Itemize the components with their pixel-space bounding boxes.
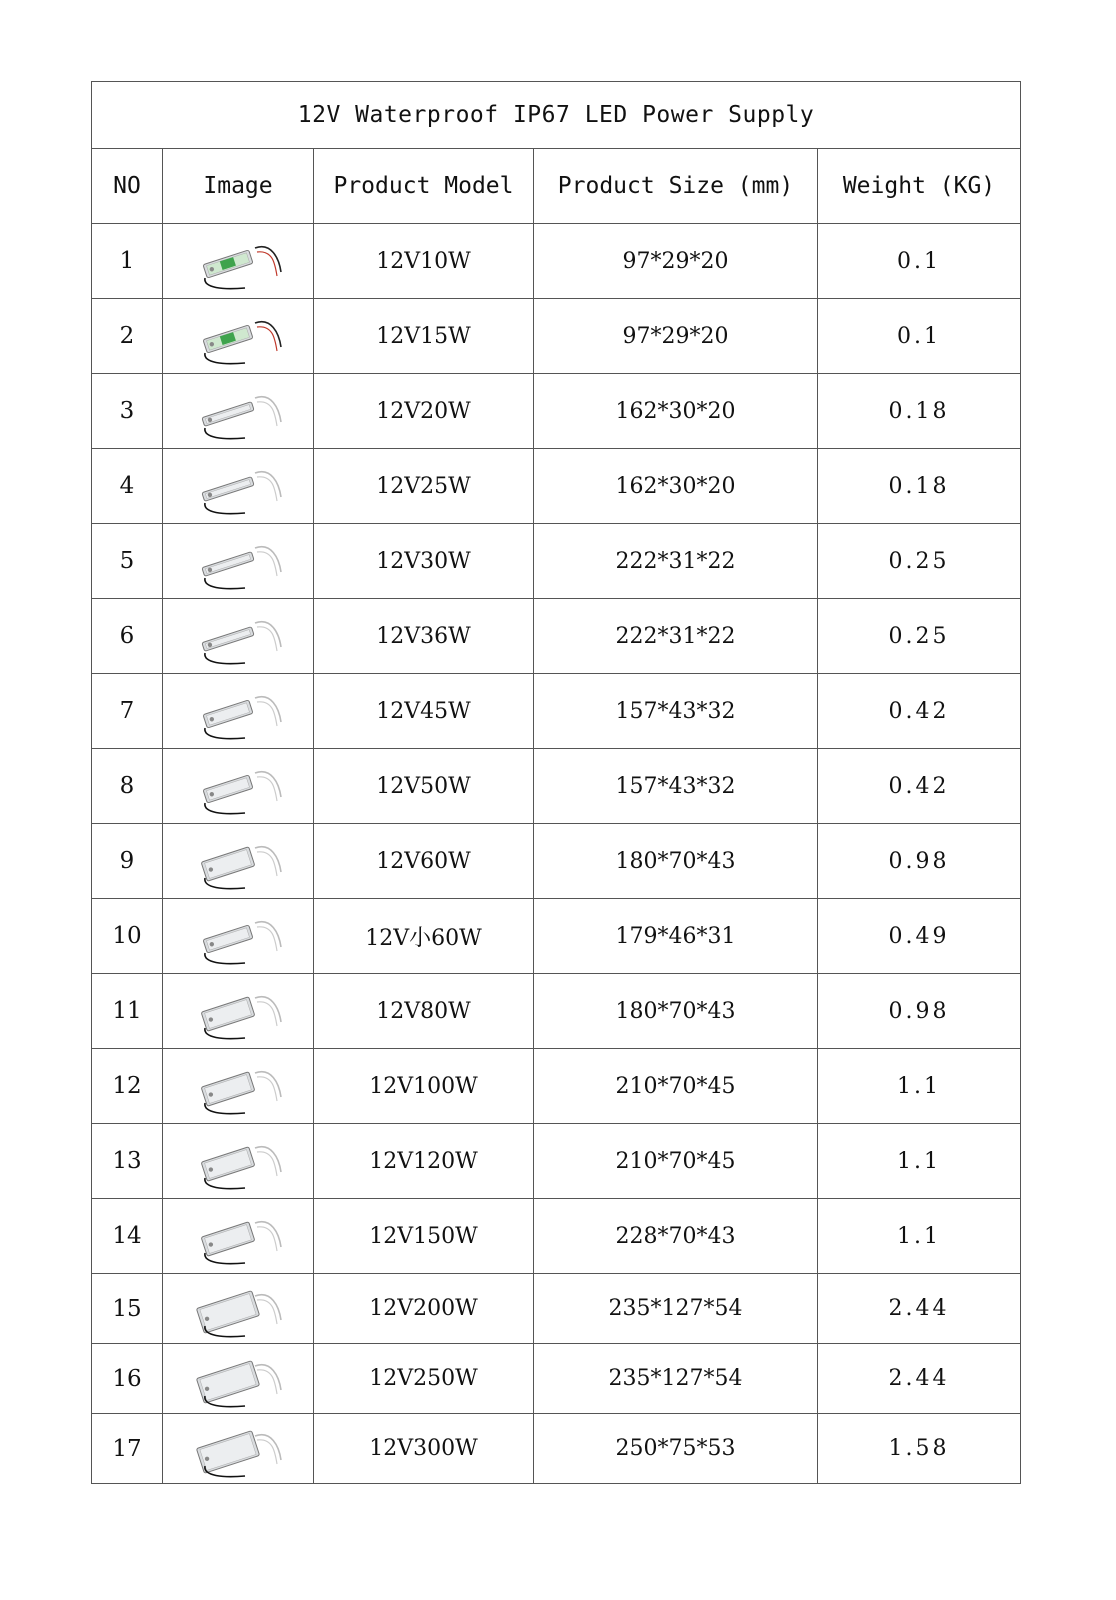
product-image [163, 299, 314, 374]
product-size: 157*43*32 [534, 674, 818, 749]
table-title: 12V Waterproof IP67 LED Power Supply [92, 82, 1021, 149]
product-weight: 0.1 [818, 224, 1021, 299]
product-image [163, 1344, 314, 1414]
product-model: 12V80W [314, 974, 534, 1049]
row-number: 15 [92, 1274, 163, 1344]
power-supply-slim-icon [163, 603, 313, 669]
table-row [92, 1199, 1021, 1274]
table-row [92, 1124, 1021, 1199]
product-image [163, 824, 314, 899]
product-weight: 1.1 [818, 1049, 1021, 1124]
product-size: 250*75*53 [534, 1414, 818, 1484]
row-number: 3 [92, 374, 163, 449]
header-weight: Weight (KG) [818, 149, 1021, 224]
product-size: 97*29*20 [534, 299, 818, 374]
row-number: 11 [92, 974, 163, 1049]
row-number: 6 [92, 599, 163, 674]
product-size: 180*70*43 [534, 974, 818, 1049]
product-image [163, 674, 314, 749]
product-weight: 0.18 [818, 449, 1021, 524]
product-weight: 1.1 [818, 1199, 1021, 1274]
power-supply-small-green-icon [163, 228, 313, 294]
product-weight: 1.1 [818, 1124, 1021, 1199]
power-supply-medium-icon [163, 753, 313, 819]
product-weight: 0.42 [818, 674, 1021, 749]
product-model: 12V150W [314, 1199, 534, 1274]
power-supply-wide-icon [163, 1128, 313, 1194]
header-no: NO [92, 149, 163, 224]
product-image [163, 899, 314, 974]
table-row [92, 224, 1021, 299]
power-supply-slim-icon [163, 453, 313, 519]
product-weight: 0.49 [818, 899, 1021, 974]
product-model: 12V45W [314, 674, 534, 749]
product-model: 12V10W [314, 224, 534, 299]
power-supply-medium-icon [163, 678, 313, 744]
table-row [92, 524, 1021, 599]
product-size: 180*70*43 [534, 824, 818, 899]
power-supply-small-green-icon [163, 303, 313, 369]
product-image [163, 224, 314, 299]
row-number: 1 [92, 224, 163, 299]
table-row [92, 974, 1021, 1049]
table-row [92, 599, 1021, 674]
product-weight: 0.25 [818, 599, 1021, 674]
product-weight: 2.44 [818, 1344, 1021, 1414]
product-model: 12V300W [314, 1414, 534, 1484]
product-weight: 0.42 [818, 749, 1021, 824]
product-weight: 2.44 [818, 1274, 1021, 1344]
product-size: 162*30*20 [534, 374, 818, 449]
row-number: 14 [92, 1199, 163, 1274]
product-model: 12V36W [314, 599, 534, 674]
product-weight: 0.98 [818, 824, 1021, 899]
product-image [163, 524, 314, 599]
product-model: 12V50W [314, 749, 534, 824]
product-weight: 0.18 [818, 374, 1021, 449]
power-supply-medium-icon [163, 903, 313, 969]
table-row [92, 674, 1021, 749]
product-size: 179*46*31 [534, 899, 818, 974]
product-image [163, 974, 314, 1049]
row-number: 4 [92, 449, 163, 524]
row-number: 12 [92, 1049, 163, 1124]
row-number: 9 [92, 824, 163, 899]
header-image: Image [163, 149, 314, 224]
product-model: 12V30W [314, 524, 534, 599]
product-image [163, 1274, 314, 1344]
product-size: 235*127*54 [534, 1274, 818, 1344]
power-supply-slim-icon [163, 528, 313, 594]
product-size: 210*70*45 [534, 1049, 818, 1124]
power-supply-wide-icon [163, 978, 313, 1044]
row-number: 5 [92, 524, 163, 599]
product-weight: 0.25 [818, 524, 1021, 599]
power-supply-large-icon [163, 1416, 313, 1482]
product-image [163, 1049, 314, 1124]
row-number: 7 [92, 674, 163, 749]
row-number: 10 [92, 899, 163, 974]
product-image [163, 374, 314, 449]
product-model: 12V15W [314, 299, 534, 374]
power-supply-large-icon [163, 1276, 313, 1342]
power-supply-wide-icon [163, 828, 313, 894]
table-row [92, 1344, 1021, 1414]
product-model: 12V200W [314, 1274, 534, 1344]
power-supply-large-icon [163, 1346, 313, 1412]
product-model: 12V60W [314, 824, 534, 899]
product-size: 157*43*32 [534, 749, 818, 824]
power-supply-slim-icon [163, 378, 313, 444]
product-model: 12V120W [314, 1124, 534, 1199]
product-weight: 0.98 [818, 974, 1021, 1049]
product-size: 222*31*22 [534, 599, 818, 674]
product-image [163, 749, 314, 824]
table-body [92, 224, 1021, 1484]
product-weight: 1.58 [818, 1414, 1021, 1484]
product-size: 235*127*54 [534, 1344, 818, 1414]
table-row [92, 299, 1021, 374]
table-row [92, 824, 1021, 899]
product-size: 222*31*22 [534, 524, 818, 599]
product-image [163, 449, 314, 524]
product-size: 228*70*43 [534, 1199, 818, 1274]
row-number: 2 [92, 299, 163, 374]
product-image [163, 599, 314, 674]
table-row [92, 1414, 1021, 1484]
table-row [92, 449, 1021, 524]
table-row [92, 1049, 1021, 1124]
product-model: 12V250W [314, 1344, 534, 1414]
row-number: 8 [92, 749, 163, 824]
product-size: 97*29*20 [534, 224, 818, 299]
product-image [163, 1199, 314, 1274]
product-image [163, 1414, 314, 1484]
header-size: Product Size (mm) [534, 149, 818, 224]
product-size: 162*30*20 [534, 449, 818, 524]
row-number: 17 [92, 1414, 163, 1484]
table-row [92, 1274, 1021, 1344]
product-model: 12V25W [314, 449, 534, 524]
product-model: 12V小60W [314, 899, 534, 974]
table-row [92, 374, 1021, 449]
power-supply-wide-icon [163, 1053, 313, 1119]
row-number: 13 [92, 1124, 163, 1199]
power-supply-wide-icon [163, 1203, 313, 1269]
product-weight: 0.1 [818, 299, 1021, 374]
product-image [163, 1124, 314, 1199]
product-table [91, 81, 1021, 1484]
table-row [92, 749, 1021, 824]
product-size: 210*70*45 [534, 1124, 818, 1199]
table-row [92, 899, 1021, 974]
product-model: 12V20W [314, 374, 534, 449]
row-number: 16 [92, 1344, 163, 1414]
header-model: Product Model [314, 149, 534, 224]
product-model: 12V100W [314, 1049, 534, 1124]
